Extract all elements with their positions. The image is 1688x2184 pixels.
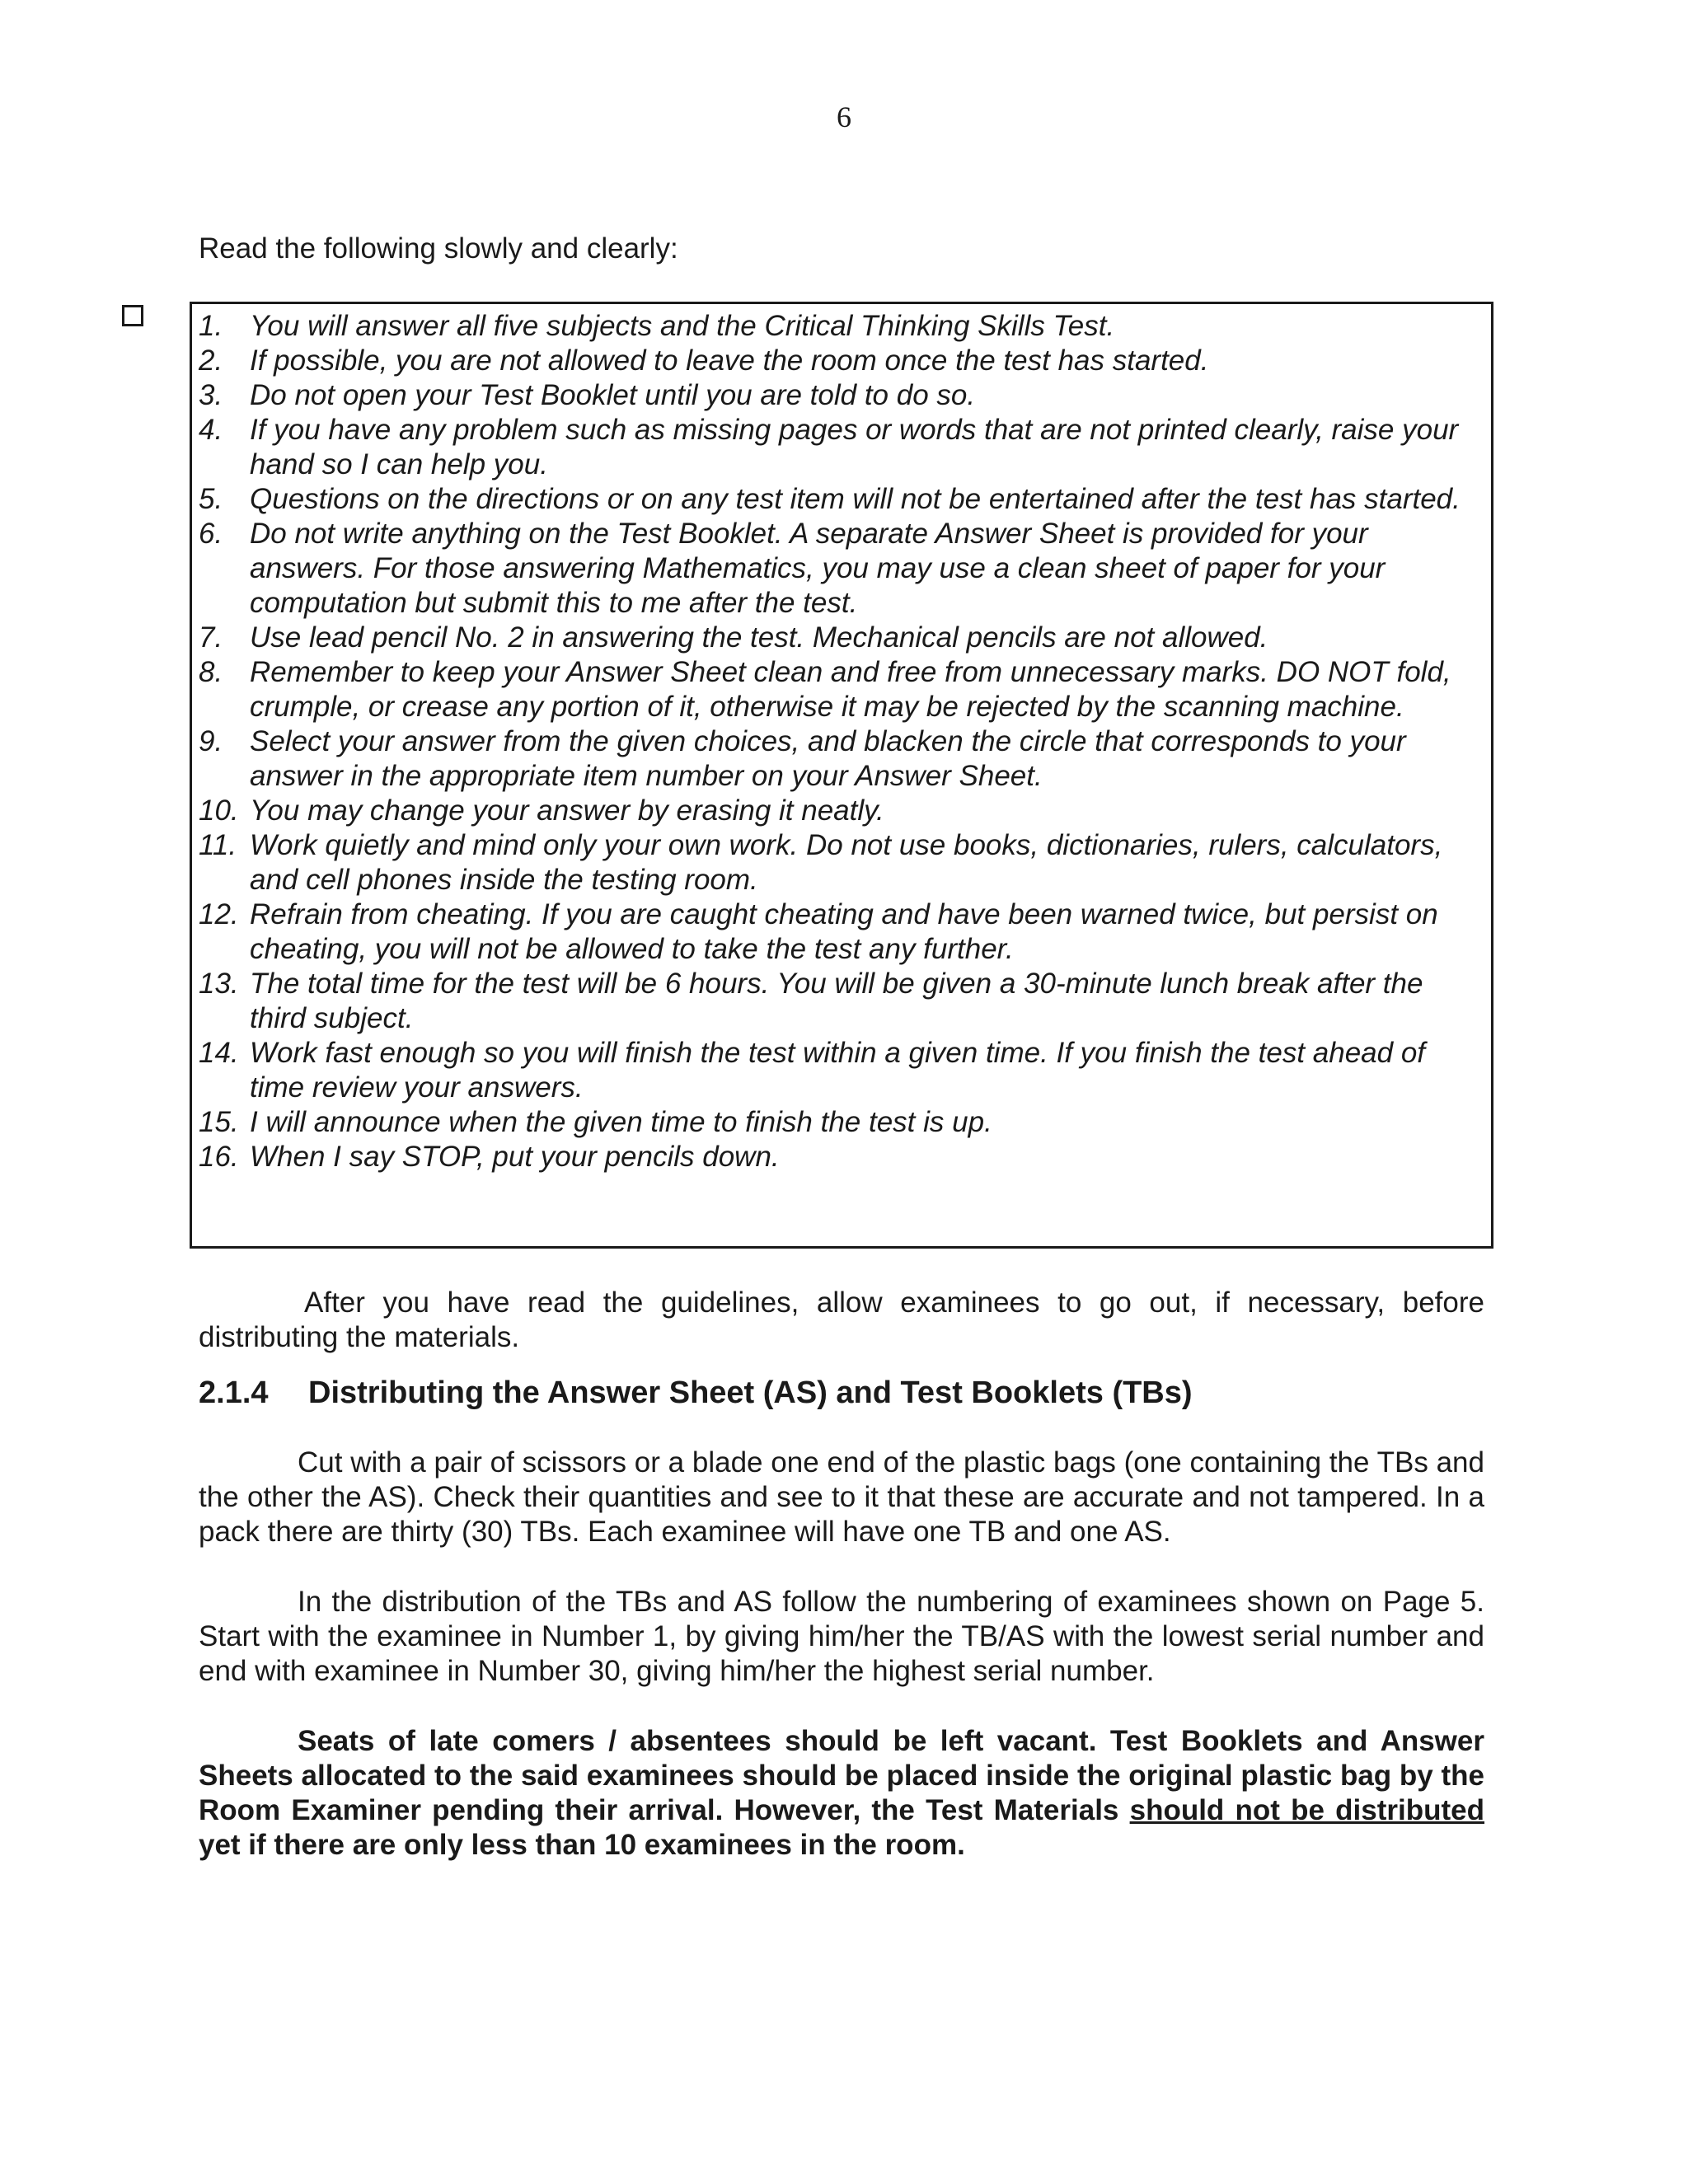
rule-item: [192, 898, 1491, 967]
late-comers-text-end: yet if there are only less than 10 examinees in the room.: [199, 1829, 965, 1861]
rule-text: If possible, you are not allowed to leave the room once the test has started.: [250, 344, 1209, 377]
rule-number: 6.: [199, 518, 223, 550]
rule-item: [192, 621, 1491, 655]
section-title: Distributing the Answer Sheet (AS) and Test Booklets (TBs): [308, 1376, 1193, 1410]
rule-item: [192, 655, 1491, 724]
rule-number: 2.: [199, 344, 223, 377]
rule-item: [192, 517, 1491, 621]
rule-number: 10.: [199, 794, 239, 827]
after-guidelines-paragraph: [199, 1286, 1484, 1355]
rule-text: The total time for the test will be 6 hours. You will be given a 30-minute lunch break after the third subject.: [250, 968, 1423, 1034]
rule-text: Work quietly and mind only your own work. Do not use books, dictionaries, rulers, calculators, and cell phones inside the testing room.: [250, 829, 1443, 896]
rule-text: You may change your answer by erasing it neatly.: [250, 794, 884, 827]
rules-box: [190, 302, 1493, 1249]
after-guidelines-text: After you have read the guidelines, allow examinees to go out, if necessary, before distributing the materials.: [199, 1286, 1484, 1353]
rules-list: [192, 309, 1491, 1174]
rule-text: Use lead pencil No. 2 in answering the test. Mechanical pencils are not allowed.: [250, 621, 1268, 654]
intro-text: Read the following slowly and clearly:: [199, 232, 678, 265]
rule-text: Questions on the directions or on any test item will not be entertained after the test has started.: [250, 483, 1461, 515]
late-comers-paragraph: [199, 1724, 1484, 1863]
distribution-text: In the distribution of the TBs and AS follow the numbering of examinees shown on Page 5. Start with the examinee in Number 1, by giving him/her the TB/AS with the lowest serial number and end with examinee in Number 30, giving him/her the highest serial number.: [199, 1586, 1484, 1687]
rule-text: Do not write anything on the Test Booklet. A separate Answer Sheet is provided for your answers. For those answering Mathematics, you may use a clean sheet of paper for your computation but submit this to me after the test.: [250, 518, 1386, 619]
rule-number: 7.: [199, 621, 223, 654]
rule-number: 16.: [199, 1141, 239, 1173]
rule-number: 14.: [199, 1037, 239, 1069]
rule-text: If you have any problem such as missing pages or words that are not printed clearly, raise your hand so I can help you.: [250, 414, 1459, 480]
rule-text: Select your answer from the given choices, and blacken the circle that corresponds to your answer in the appropriate item number on your Answer Sheet.: [250, 725, 1406, 792]
rule-number: 11.: [199, 829, 237, 861]
rule-number: 9.: [199, 725, 223, 757]
rule-number: 3.: [199, 379, 223, 411]
rule-item: [192, 967, 1491, 1036]
rule-item: [192, 1105, 1491, 1140]
rule-text: You will answer all five subjects and the Critical Thinking Skills Test.: [250, 310, 1115, 342]
rule-item: [192, 1036, 1491, 1105]
rule-item: [192, 413, 1491, 482]
rule-text: Remember to keep your Answer Sheet clean and free from unnecessary marks. DO NOT fold, crumple, or crease any portion of it, otherwise it may be rejected by the scanning machine.: [250, 656, 1451, 723]
checkbox-icon[interactable]: [122, 305, 143, 326]
rule-item: [192, 344, 1491, 378]
rule-text: Refrain from cheating. If you are caught cheating and have been warned twice, but persist on cheating, you will not be allowed to take the test any further.: [250, 898, 1438, 965]
rule-item: [192, 482, 1491, 517]
rule-item: [192, 378, 1491, 413]
rule-item: [192, 1140, 1491, 1174]
rule-number: 15.: [199, 1106, 239, 1138]
cut-bags-text: Cut with a pair of scissors or a blade one end of the plastic bags (one containing the TBs and the other the AS). Check their quantities and see to it that these are accurate and not tampered. In a pack there are thirty (30) TBs. Each examinee will have one TB and one AS.: [199, 1446, 1484, 1548]
rule-item: [192, 794, 1491, 828]
rule-number: 12.: [199, 898, 239, 930]
section-number: 2.1.4: [199, 1376, 269, 1410]
page-number: 6: [837, 101, 851, 134]
late-comers-text: Seats of late comers / absentees should be left vacant. Test Booklets and Answer Sheets allocated to the said examinees should be placed inside the original plastic bag by the Room Examiner pending their arrival. However, the Test Materials: [199, 1725, 1484, 1826]
rule-text: When I say STOP, put your pencils down.: [250, 1141, 780, 1173]
rule-number: 1.: [199, 310, 223, 342]
late-comers-underlined-text: should not be distributed: [1129, 1794, 1485, 1826]
rule-text: Do not open your Test Booklet until you are told to do so.: [250, 379, 976, 411]
distribution-paragraph: [199, 1585, 1484, 1689]
rule-text: I will announce when the given time to finish the test is up.: [250, 1106, 992, 1138]
rule-item: [192, 309, 1491, 344]
section-heading: [199, 1373, 1193, 1413]
rule-text: Work fast enough so you will finish the test within a given time. If you finish the test ahead of time review your answers.: [250, 1037, 1426, 1104]
rule-number: 8.: [199, 656, 223, 688]
rule-item: [192, 724, 1491, 794]
rule-number: 4.: [199, 414, 223, 446]
rule-item: [192, 828, 1491, 898]
cut-bags-paragraph: [199, 1446, 1484, 1549]
rule-number: 5.: [199, 483, 223, 515]
rule-number: 13.: [199, 968, 239, 1000]
